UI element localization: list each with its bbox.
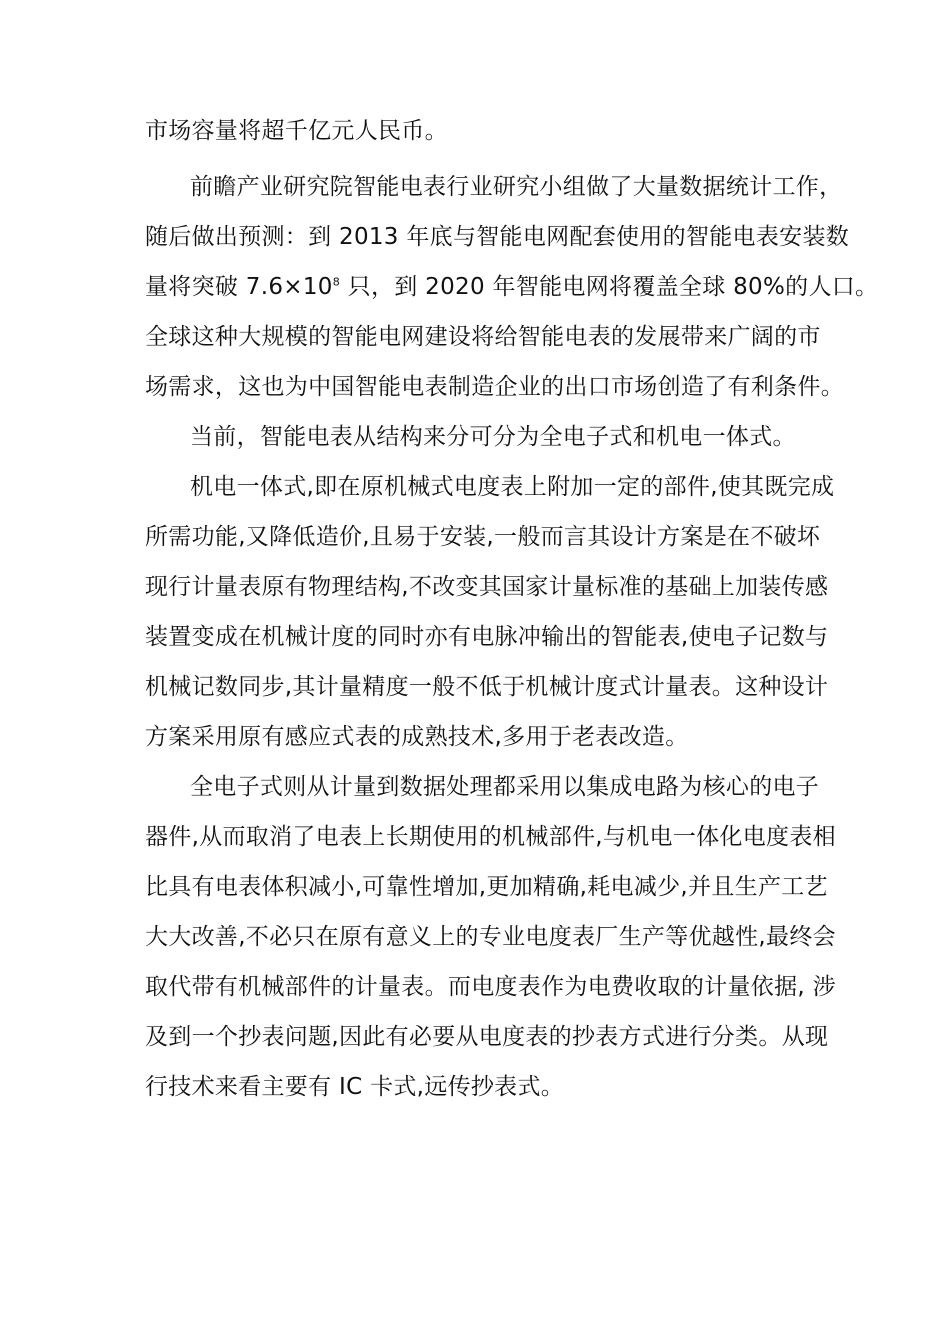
text-line: 装置变成在机械计度的同时亦有电脉冲输出的智能表,使电子记数与 bbox=[145, 624, 829, 650]
text-line: 机械记数同步,其计量精度一般不低于机械计度式计量表。这种设计 bbox=[145, 674, 829, 700]
paragraph-first-line: 全电子式则从计量到数据处理都采用以集成电路为核心的电子 bbox=[190, 774, 820, 800]
text-line: 全球这种大规模的智能电网建设将给智能电表的发展带来广阔的市 bbox=[145, 324, 821, 350]
text-line: 取代带有机械部件的计量表。而电度表作为电费收取的计量依据, 涉 bbox=[145, 974, 836, 1000]
paragraph-first-line: 前瞻产业研究院智能电表行业研究小组做了大量数据统计工作， bbox=[190, 174, 843, 200]
text-line: 大大改善,不必只在原有意义上的专业电度表厂生产等优越性,最终会 bbox=[145, 924, 836, 950]
text-line: 场需求，这也为中国智能电表制造企业的出口市场创造了有利条件。 bbox=[145, 374, 844, 400]
text-line: 及到一个抄表问题,因此有必要从电度表的抄表方式进行分类。从现 bbox=[145, 1024, 829, 1050]
text-segment: 量将突破 7.6×10 bbox=[145, 274, 333, 300]
text-line: 器件,从而取消了电表上长期使用的机械部件,与机电一体化电度表相 bbox=[145, 824, 836, 850]
text-line: 比具有电表体积减小,可靠性增加,更加精确,耗电减少,并且生产工艺 bbox=[145, 874, 828, 900]
text-line: 现行计量表原有物理结构,不改变其国家计量标准的基础上加装传感 bbox=[145, 574, 829, 600]
text-line: 行技术来看主要有 IC 卡式,远传抄表式。 bbox=[145, 1074, 565, 1100]
paragraph-first-line: 当前，智能电表从结构来分可分为全电子式和机电一体式。 bbox=[190, 424, 796, 450]
text-line: 所需功能,又降低造价,且易于安装,一般而言其设计方案是在不破坏 bbox=[145, 524, 821, 550]
text-line: 市场容量将超千亿元人民币。 bbox=[145, 118, 448, 144]
text-line: 随后做出预测：到 2013 年底与智能电网配套使用的智能电表安装数 bbox=[145, 224, 850, 250]
text-line-with-exponent bbox=[145, 272, 878, 302]
exponent: 8 bbox=[332, 275, 341, 289]
text-segment: 只，到 2020 年智能电网将覆盖全球 80%的人口。 bbox=[340, 274, 879, 300]
text-line: 方案采用原有感应式表的成熟技术,多用于老表改造。 bbox=[145, 724, 689, 750]
paragraph-first-line: 机电一体式,即在原机械式电度表上附加一定的部件,使其既完成 bbox=[190, 474, 835, 500]
